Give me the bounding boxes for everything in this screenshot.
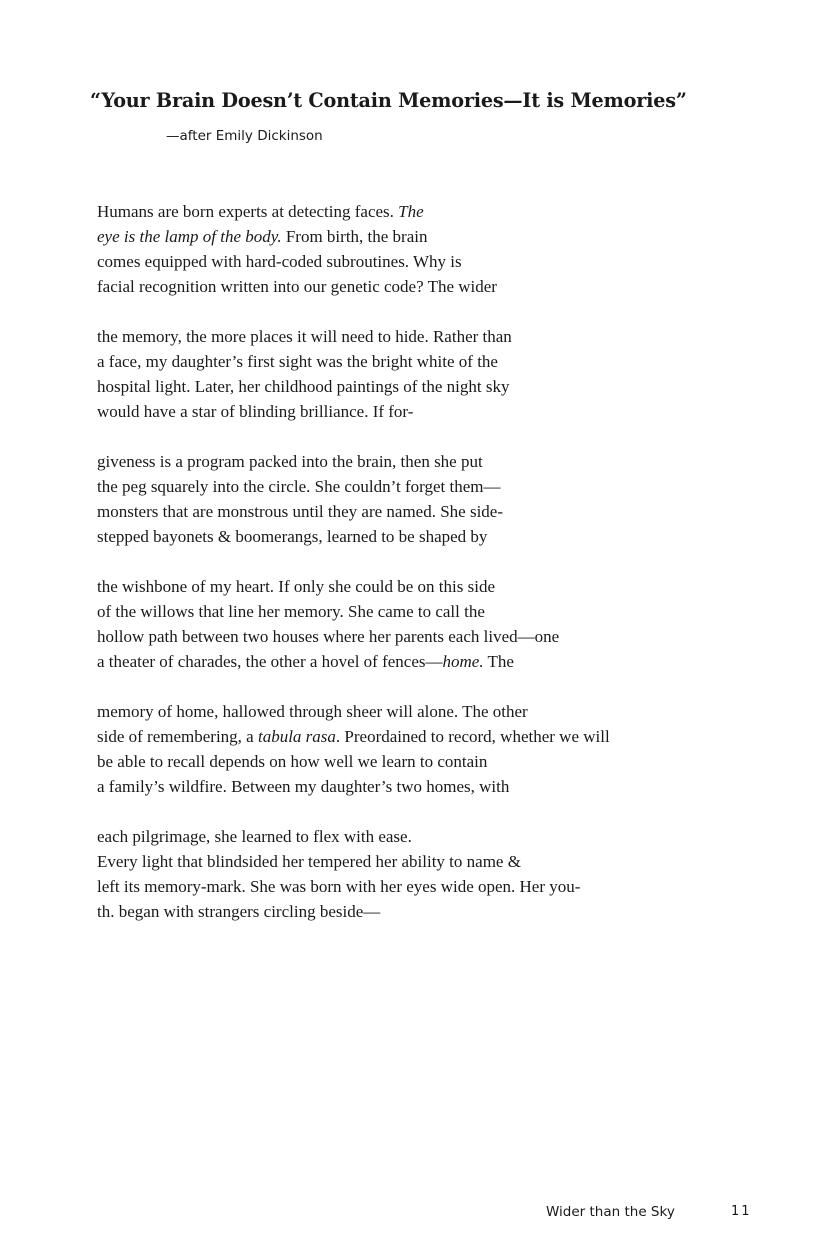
line-text: the peg squarely into the circle. She couldn’t forget them—: [97, 477, 501, 496]
line-text: comes equipped with hard-coded subroutines. Why is: [97, 252, 462, 271]
stanza: [97, 824, 817, 924]
italic-text: eye is the lamp of the body.: [97, 227, 282, 246]
poem-line: [97, 399, 817, 424]
poem-line: [97, 874, 817, 899]
poem-line: [97, 699, 817, 724]
stanza: [97, 574, 817, 674]
poem-line: [97, 599, 817, 624]
poem-line: [97, 199, 817, 224]
line-text: giveness is a program packed into the brain, then she put: [97, 452, 483, 471]
line-text: be able to recall depends on how well we learn to contain: [97, 752, 488, 771]
epigraph: —after Emily Dickinson: [166, 128, 323, 144]
line-text: th. began with strangers circling beside—: [97, 902, 381, 921]
poem-line: [97, 324, 817, 349]
poem-line: [97, 474, 817, 499]
line-text: stepped bayonets & boomerangs, learned to be shaped by: [97, 527, 488, 546]
poem-line: [97, 824, 817, 849]
page-number: 11: [731, 1204, 752, 1219]
poem-line: [97, 574, 817, 599]
line-text: facial recognition written into our genetic code? The wider: [97, 277, 497, 296]
poem-title: “Your Brain Doesn’t Contain Memories—It is Memories”: [90, 89, 687, 112]
line-text: a family’s wildfire. Between my daughter’s two homes, with: [97, 777, 510, 796]
line-text: Every light that blindsided her tempered her ability to name &: [97, 852, 521, 871]
line-text: monsters that are monstrous until they are named. She side-: [97, 502, 504, 521]
line-text: side of remembering, a: [97, 727, 258, 746]
poem-body: [97, 199, 817, 949]
poem-line: [97, 849, 817, 874]
stanza: [97, 199, 817, 299]
running-footer-book-title: Wider than the Sky: [546, 1204, 675, 1220]
poem-line: [97, 249, 817, 274]
italic-text: tabula rasa: [257, 727, 336, 746]
line-text: the memory, the more places it will need to hide. Rather than: [97, 327, 512, 346]
line-text: left its memory-mark. She was born with her eyes wide open. Her you-: [97, 877, 581, 896]
line-text: Humans are born experts at detecting faces.: [97, 202, 399, 221]
line-text: . Preordained to record, whether we will: [335, 727, 610, 746]
line-text: of the willows that line her memory. She came to call the: [97, 602, 485, 621]
poem-line: [97, 624, 817, 649]
line-text: would have a star of blinding brilliance. If for-: [97, 402, 414, 421]
line-text: From birth, the brain: [281, 227, 428, 246]
poem-line: [97, 349, 817, 374]
poem-line: [97, 724, 817, 749]
poem-line: [97, 224, 817, 249]
poem-line: [97, 274, 817, 299]
line-text: the wishbone of my heart. If only she could be on this side: [97, 577, 496, 596]
line-text: a theater of charades, the other a hovel of fences—: [97, 652, 443, 671]
poem-line: [97, 749, 817, 774]
poem-line: [97, 774, 817, 799]
poem-line: [97, 524, 817, 549]
line-text: The: [483, 652, 514, 671]
italic-text: The: [398, 202, 424, 221]
poem-line: [97, 899, 817, 924]
poem-line: [97, 449, 817, 474]
line-text: memory of home, hallowed through sheer will alone. The other: [97, 702, 528, 721]
line-text: each pilgrimage, she learned to flex with ease.: [97, 827, 412, 846]
line-text: a face, my daughter’s first sight was the bright white of the: [97, 352, 498, 371]
poem-line: [97, 499, 817, 524]
stanza: [97, 324, 817, 424]
italic-text: home.: [442, 652, 484, 671]
stanza: [97, 449, 817, 549]
line-text: hospital light. Later, her childhood paintings of the night sky: [97, 377, 510, 396]
line-text: hollow path between two houses where her parents each lived—one: [97, 627, 560, 646]
poem-line: [97, 649, 817, 674]
stanza: [97, 699, 817, 799]
poem-line: [97, 374, 817, 399]
